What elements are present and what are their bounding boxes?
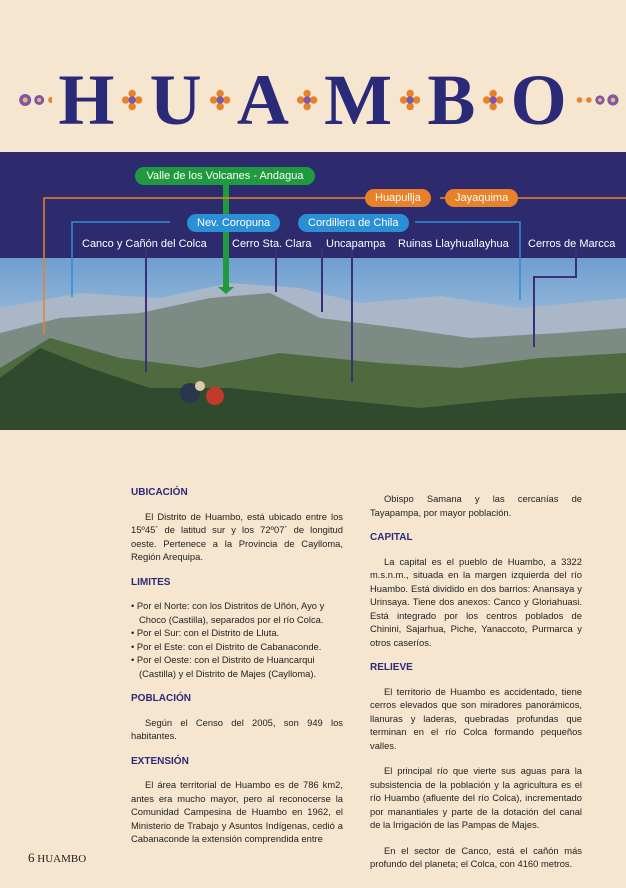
title-letter-m: M bbox=[324, 60, 394, 140]
limite-norte: • Por el Norte: con los Distritos de Uñón, Ayo y Choco (Castilla), separados por el río Colca. bbox=[131, 599, 343, 626]
title-letter-u: U bbox=[149, 60, 203, 140]
connector-lines bbox=[0, 152, 626, 412]
page-footer bbox=[28, 850, 86, 866]
flower-icon bbox=[209, 88, 231, 112]
label-llayhuallayhua: Ruinas Llayhuallayhua bbox=[398, 238, 509, 250]
flower-icon bbox=[296, 88, 318, 112]
poblacion-text: Según el Censo del 2005, son 949 los habitantes. bbox=[131, 716, 343, 741]
footer-section: HUAMBO bbox=[37, 853, 87, 865]
title-letter-a: A bbox=[236, 60, 290, 140]
extension-continued: Obispo Samana y las cercanías de Tayapampa, por mayor población. bbox=[370, 493, 582, 518]
heading-poblacion: POBLACIÓN bbox=[131, 693, 191, 704]
title-band bbox=[0, 0, 626, 152]
relieve-text-2: El principal río que vierte sus aguas para la subsistencia de la población y la agricultura es el río Huambo (afluente del río Colca), incrementado por manantiales y parte de la dotación del canal de la Irrigación de las Pampas de Majes. bbox=[370, 765, 582, 830]
relieve-text-3: En el sector de Canco, está el cañón más profundo del planeta; el Colca, con 4160 metros. bbox=[370, 844, 582, 869]
heading-limites: LIMITES bbox=[131, 576, 171, 588]
heading-capital: CAPITAL bbox=[370, 532, 413, 543]
ornament-icon bbox=[574, 88, 620, 112]
limite-este: • Por el Este: con el Distrito de Cabanaconde. bbox=[131, 640, 343, 654]
title-letter-h: H bbox=[58, 60, 116, 140]
heading-ubicacion: UBICACIÓN bbox=[131, 487, 188, 498]
flower-icon bbox=[399, 88, 421, 112]
relieve-text-1: El territorio de Huambo es accidentado, tiene cerros elevados que son miradores panorámicos, llanuras y laderas, quebradas profundas que terminan en el río Colca formando pequeños valles. bbox=[370, 685, 582, 751]
extension-text: El área territorial de Huambo es de 786 km2, antes era mucho mayor, pero al reconocerse la Comunidad Campesina de Huambo en 1962, el Ministerio de Trabajo y Asuntos Indígenas, cedió a Cabanaconde la extensión comprendida entre bbox=[131, 779, 343, 844]
capital-text: La capital es el pueblo de Huambo, a 3322 m.s.n.m., situada en la margen izquierda del río Huambo. Está dividido en dos barrios: Anansaya y Urinsaya. Tiene dos anexos: Canco y Gloriahuasi. Está integrado por los centros poblados de Chinini, Sajarhua, Piche, Yanaccoto, Purmarca y otros caseríos. bbox=[370, 555, 582, 648]
label-jayaquima: Jayaquima bbox=[445, 189, 518, 207]
label-nev-coropuna: Nev. Coropuna bbox=[187, 214, 280, 232]
page-title bbox=[0, 60, 626, 140]
flower-icon bbox=[482, 88, 504, 112]
left-column bbox=[131, 486, 343, 858]
label-valle-volcanes: Valle de los Volcanes - Andagua bbox=[135, 167, 315, 185]
limite-oeste: • Por el Oeste: con el Distrito de Huancarqui (Castilla) y el Distrito de Majes (Caylloma). bbox=[131, 653, 343, 680]
page-number: 6 bbox=[28, 850, 35, 865]
title-letter-o: O bbox=[510, 60, 568, 140]
limites-list bbox=[131, 599, 343, 680]
flower-icon bbox=[121, 88, 143, 112]
right-column bbox=[370, 492, 582, 883]
title-letter-b: B bbox=[427, 60, 477, 140]
ubicacion-text: El Distrito de Huambo, está ubicado entre los 15º45´ de latitud sur y los 72º07´ de longitud oeste. Pertenece a la Provincia de Caylloma, Región Arequipa. bbox=[131, 510, 343, 562]
label-huapullja: Huapullja bbox=[365, 189, 431, 207]
heading-relieve: RELIEVE bbox=[370, 662, 413, 673]
label-cordillera-chila: Cordillera de Chila bbox=[298, 214, 409, 232]
label-uncapampa: Uncapampa bbox=[326, 238, 386, 250]
label-canco: Canco y Cañón del Colca bbox=[82, 238, 207, 250]
label-cerros-marcca: Cerros de Marcca bbox=[528, 238, 616, 250]
label-cerro-sta-clara: Cerro Sta. Clara bbox=[232, 238, 312, 250]
limite-sur: • Por el Sur: con el Distrito de Lluta. bbox=[131, 626, 343, 640]
heading-extension: EXTENSIÓN bbox=[131, 755, 189, 767]
ornament-icon bbox=[6, 88, 52, 112]
